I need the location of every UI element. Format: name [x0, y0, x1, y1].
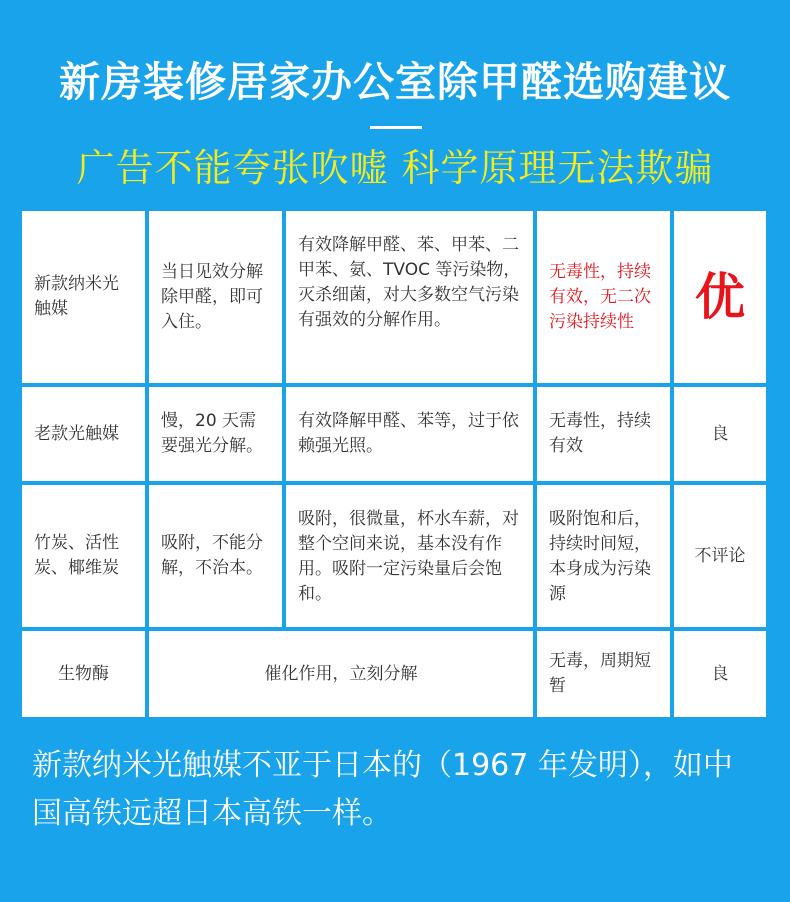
- page-subtitle: 广告不能夸张吹嘘 科学原理无法欺骗: [76, 146, 714, 190]
- page-title: 新房装修居家办公室除甲醛选购建议: [59, 58, 731, 106]
- table-cell-rating: 良: [674, 631, 766, 717]
- footer-note: 新款纳米光触媒不亚于日本的（1967 年发明），如中国高铁远超日本高铁一样。: [32, 748, 733, 831]
- table-cell-effect: 吸附，很微量，杯水车薪，对整个空间来说，基本没有作用。吸附一定污染量后会饱和。: [286, 485, 533, 627]
- table-cell-product: 生物酶: [22, 631, 145, 717]
- table-cell-safety: 无毒，周期短暂: [537, 631, 670, 717]
- table-cell-product: 新款纳米光触媒: [22, 211, 145, 383]
- table-cell-rating: 不评论: [674, 485, 766, 627]
- table-cell-product: 老款光触媒: [22, 387, 145, 481]
- table-cell-rating: [674, 211, 766, 383]
- table-cell-product: 竹炭、活性炭、椰维炭: [22, 485, 145, 627]
- title-divider: [370, 126, 422, 129]
- table-cell-speed: 慢，20 天需要强光分解。: [149, 387, 282, 481]
- table-cell-effect: 有效降解甲醛、苯等，过于依赖强光照。: [286, 387, 533, 481]
- table-cell-safety: 无毒性，持续有效，无二次污染持续性: [537, 211, 670, 383]
- rating-excellent-badge: 优: [695, 268, 745, 326]
- table-cell-speed: 当日见效分解除甲醛，即可入住。: [149, 211, 282, 383]
- table-cell-speed: 吸附，不能分解，不治本。: [149, 485, 282, 627]
- table-cell-safety: 无毒性，持续有效: [537, 387, 670, 481]
- table-cell-safety: 吸附饱和后，持续时间短，本身成为污染源: [537, 485, 670, 627]
- table-cell-effect: 有效降解甲醛、苯、甲苯、二甲苯、氨、TVOC 等污染物，灭杀细菌，对大多数空气污染有强效的分解作用。: [286, 211, 533, 383]
- table-cell-rating: 良: [674, 387, 766, 481]
- comparison-table: [22, 211, 766, 717]
- table-cell-combined: 催化作用，立刻分解: [149, 631, 533, 717]
